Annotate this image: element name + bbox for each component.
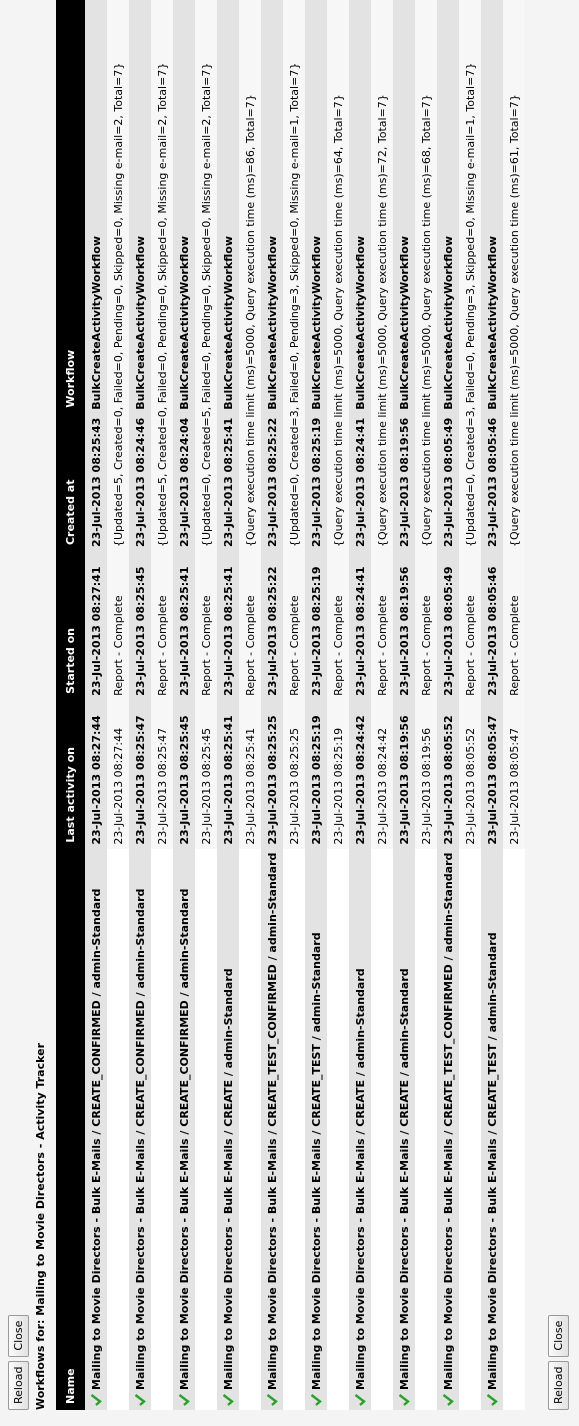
- report-status-cell: Report - Complete: [239, 551, 261, 700]
- report-status-cell: Report - Complete: [151, 551, 173, 700]
- last-activity-cell: 23-Jul-2013 08:25:19: [305, 700, 327, 849]
- table-row[interactable]: [481, 0, 503, 1410]
- subrow-spacer: [195, 849, 217, 1410]
- workflow-type-cell: BulkCreateActivityWorkflow: [437, 0, 459, 414]
- table-header: [56, 0, 85, 1410]
- last-activity-cell: 23-Jul-2013 08:25:25: [261, 700, 283, 849]
- workflow-type-cell: BulkCreateActivityWorkflow: [261, 0, 283, 414]
- report-detail-cell: {Query execution time limit (ms)=5000, Query execution time (ms)=68, Total=7}: [415, 0, 437, 551]
- last-activity-cell: 23-Jul-2013 08:05:47: [481, 700, 503, 849]
- started-on-cell: 23-Jul-2013 08:27:41: [85, 551, 107, 700]
- status-check-icon: [486, 1394, 498, 1406]
- workflow-name-cell: [217, 849, 239, 1410]
- subrow-spacer: [283, 849, 305, 1410]
- created-at-cell: 23-Jul-2013 08:19:56: [393, 414, 415, 551]
- table-subrow: [503, 0, 525, 1410]
- report-time-cell: 23-Jul-2013 08:25:25: [283, 700, 305, 849]
- workflow-name: Mailing to Movie Directors - Bulk E-Mails / CREATE_TEST_CONFIRMED / admin-Standard: [265, 852, 279, 1390]
- workflow-name-cell: [173, 849, 195, 1410]
- report-detail-cell: {Query execution time limit (ms)=5000, Query execution time (ms)=61, Total=7}: [503, 0, 525, 551]
- reload-button[interactable]: Reload: [8, 1361, 29, 1410]
- report-status-cell: Report - Complete: [371, 551, 393, 700]
- subrow-spacer: [327, 849, 349, 1410]
- status-check-icon: [442, 1394, 454, 1406]
- table-row[interactable]: [217, 0, 239, 1410]
- column-header-created[interactable]: Created at: [56, 414, 85, 551]
- report-time-cell: 23-Jul-2013 08:25:19: [327, 700, 349, 849]
- table-subrow: [327, 0, 349, 1410]
- table-row[interactable]: [173, 0, 195, 1410]
- subrow-spacer: [239, 849, 261, 1410]
- workflow-name: Mailing to Movie Directors - Bulk E-Mails / CREATE_TEST / admin-Standard: [485, 932, 499, 1390]
- status-check-icon: [398, 1394, 410, 1406]
- report-status-cell: Report - Complete: [503, 551, 525, 700]
- workflow-type-cell: BulkCreateActivityWorkflow: [305, 0, 327, 414]
- column-header-workflow[interactable]: Workflow: [56, 0, 85, 414]
- workflow-name-cell: [393, 849, 415, 1410]
- workflow-name: Mailing to Movie Directors - Bulk E-Mails / CREATE_TEST_CONFIRMED / admin-Standard: [441, 852, 455, 1390]
- top-button-bar: [8, 1315, 29, 1410]
- status-check-icon: [178, 1394, 190, 1406]
- workflow-name: Mailing to Movie Directors - Bulk E-Mails / CREATE_TEST / admin-Standard: [309, 932, 323, 1390]
- table-row[interactable]: [85, 0, 107, 1410]
- started-on-cell: 23-Jul-2013 08:05:46: [481, 551, 503, 700]
- created-at-cell: 23-Jul-2013 08:24:04: [173, 414, 195, 551]
- workflow-name: Mailing to Movie Directors - Bulk E-Mails / CREATE_CONFIRMED / admin-Standard: [177, 888, 191, 1390]
- report-status-cell: Report - Complete: [283, 551, 305, 700]
- workflow-type-cell: BulkCreateActivityWorkflow: [349, 0, 371, 414]
- started-on-cell: 23-Jul-2013 08:19:56: [393, 551, 415, 700]
- workflow-type-cell: BulkCreateActivityWorkflow: [85, 0, 107, 414]
- page-title: Workflows for: Mailing to Movie Directors - Activity Tracker: [34, 1042, 47, 1410]
- table-row[interactable]: [305, 0, 327, 1410]
- created-at-cell: 23-Jul-2013 08:05:49: [437, 414, 459, 551]
- table-row[interactable]: [129, 0, 151, 1410]
- report-detail-cell: {Query execution time limit (ms)=5000, Query execution time (ms)=64, Total=7}: [327, 0, 349, 551]
- created-at-cell: 23-Jul-2013 08:05:46: [481, 414, 503, 551]
- table-subrow: [415, 0, 437, 1410]
- workflow-name-cell: [437, 849, 459, 1410]
- subrow-spacer: [503, 849, 525, 1410]
- bottom-button-bar: [548, 1315, 569, 1410]
- workflow-name-cell: [481, 849, 503, 1410]
- close-button[interactable]: Close: [8, 1315, 29, 1357]
- workflow-type-cell: BulkCreateActivityWorkflow: [217, 0, 239, 414]
- created-at-cell: 23-Jul-2013 08:25:41: [217, 414, 239, 551]
- status-check-icon: [90, 1394, 102, 1406]
- reload-button-bottom[interactable]: Reload: [548, 1361, 569, 1410]
- started-on-cell: 23-Jul-2013 08:24:41: [349, 551, 371, 700]
- table-subrow: [107, 0, 129, 1410]
- report-detail-cell: {Query execution time limit (ms)=5000, Query execution time (ms)=72, Total=7}: [371, 0, 393, 551]
- table-subrow: [371, 0, 393, 1410]
- workflow-name: Mailing to Movie Directors - Bulk E-Mails / CREATE / admin-Standard: [397, 968, 411, 1390]
- report-detail-cell: {Updated=0, Created=3, Failed=0, Pending=3, Skipped=0, Missing e-mail=1, Total=7}: [283, 0, 305, 551]
- report-time-cell: 23-Jul-2013 08:05:52: [459, 700, 481, 849]
- status-check-icon: [222, 1394, 234, 1406]
- table-subrow: [151, 0, 173, 1410]
- report-time-cell: 23-Jul-2013 08:19:56: [415, 700, 437, 849]
- last-activity-cell: 23-Jul-2013 08:05:52: [437, 700, 459, 849]
- table-subrow: [283, 0, 305, 1410]
- report-status-cell: Report - Complete: [107, 551, 129, 700]
- table-row[interactable]: [349, 0, 371, 1410]
- started-on-cell: 23-Jul-2013 08:25:19: [305, 551, 327, 700]
- report-status-cell: Report - Complete: [415, 551, 437, 700]
- workflow-name: Mailing to Movie Directors - Bulk E-Mails / CREATE_CONFIRMED / admin-Standard: [133, 888, 147, 1390]
- workflow-name-cell: [349, 849, 371, 1410]
- column-header-name[interactable]: Name: [56, 849, 85, 1410]
- status-check-icon: [354, 1394, 366, 1406]
- created-at-cell: 23-Jul-2013 08:25:43: [85, 414, 107, 551]
- report-detail-cell: {Updated=0, Created=3, Failed=0, Pending=3, Skipped=0, Missing e-mail=1, Total=7}: [459, 0, 481, 551]
- workflow-name: Mailing to Movie Directors - Bulk E-Mails / CREATE_CONFIRMED / admin-Standard: [89, 888, 103, 1390]
- workflow-type-cell: BulkCreateActivityWorkflow: [481, 0, 503, 414]
- report-time-cell: 23-Jul-2013 08:25:47: [151, 700, 173, 849]
- table-subrow: [459, 0, 481, 1410]
- workflow-type-cell: BulkCreateActivityWorkflow: [173, 0, 195, 414]
- status-check-icon: [266, 1394, 278, 1406]
- report-time-cell: 23-Jul-2013 08:27:44: [107, 700, 129, 849]
- report-detail-cell: {Updated=0, Created=5, Failed=0, Pending=0, Skipped=0, Missing e-mail=2, Total=7}: [195, 0, 217, 551]
- report-time-cell: 23-Jul-2013 08:25:41: [239, 700, 261, 849]
- started-on-cell: 23-Jul-2013 08:25:41: [173, 551, 195, 700]
- table-row[interactable]: [437, 0, 459, 1410]
- subrow-spacer: [415, 849, 437, 1410]
- report-detail-cell: {Updated=5, Created=0, Failed=0, Pending=0, Skipped=0, Missing e-mail=2, Total=7}: [107, 0, 129, 551]
- workflow-name-cell: [129, 849, 151, 1410]
- report-status-cell: Report - Complete: [459, 551, 481, 700]
- created-at-cell: 23-Jul-2013 08:25:19: [305, 414, 327, 551]
- workflow-name: Mailing to Movie Directors - Bulk E-Mails / CREATE / admin-Standard: [353, 968, 367, 1390]
- report-time-cell: 23-Jul-2013 08:24:42: [371, 700, 393, 849]
- workflow-name-cell: [85, 849, 107, 1410]
- report-detail-cell: {Query execution time limit (ms)=5000, Query execution time (ms)=86, Total=7}: [239, 0, 261, 551]
- last-activity-cell: 23-Jul-2013 08:27:44: [85, 700, 107, 849]
- subrow-spacer: [107, 849, 129, 1410]
- workflow-name-cell: [261, 849, 283, 1410]
- workflow-type-cell: BulkCreateActivityWorkflow: [129, 0, 151, 414]
- subrow-spacer: [371, 849, 393, 1410]
- last-activity-cell: 23-Jul-2013 08:25:45: [173, 700, 195, 849]
- started-on-cell: 23-Jul-2013 08:05:49: [437, 551, 459, 700]
- close-button-bottom[interactable]: Close: [548, 1315, 569, 1357]
- created-at-cell: 23-Jul-2013 08:24:41: [349, 414, 371, 551]
- status-check-icon: [134, 1394, 146, 1406]
- status-check-icon: [310, 1394, 322, 1406]
- last-activity-cell: 23-Jul-2013 08:25:41: [217, 700, 239, 849]
- report-status-cell: Report - Complete: [195, 551, 217, 700]
- column-header-last-activity[interactable]: Last activity on: [56, 700, 85, 849]
- workflow-name-cell: [305, 849, 327, 1410]
- column-header-started[interactable]: Started on: [56, 551, 85, 700]
- last-activity-cell: 23-Jul-2013 08:24:42: [349, 700, 371, 849]
- workflow-table: [56, 0, 525, 1410]
- table-row[interactable]: [261, 0, 283, 1410]
- workflow-name: Mailing to Movie Directors - Bulk E-Mails / CREATE / admin-Standard: [221, 968, 235, 1390]
- report-detail-cell: {Updated=5, Created=0, Failed=0, Pending=0, Skipped=0, Missing e-mail=2, Total=7}: [151, 0, 173, 551]
- started-on-cell: 23-Jul-2013 08:25:45: [129, 551, 151, 700]
- report-time-cell: 23-Jul-2013 08:25:45: [195, 700, 217, 849]
- started-on-cell: 23-Jul-2013 08:25:41: [217, 551, 239, 700]
- created-at-cell: 23-Jul-2013 08:25:22: [261, 414, 283, 551]
- created-at-cell: 23-Jul-2013 08:24:46: [129, 414, 151, 551]
- report-time-cell: 23-Jul-2013 08:05:47: [503, 700, 525, 849]
- started-on-cell: 23-Jul-2013 08:25:22: [261, 551, 283, 700]
- report-status-cell: Report - Complete: [327, 551, 349, 700]
- workflow-type-cell: BulkCreateActivityWorkflow: [393, 0, 415, 414]
- table-row[interactable]: [393, 0, 415, 1410]
- subrow-spacer: [151, 849, 173, 1410]
- last-activity-cell: 23-Jul-2013 08:25:47: [129, 700, 151, 849]
- last-activity-cell: 23-Jul-2013 08:19:56: [393, 700, 415, 849]
- table-subrow: [239, 0, 261, 1410]
- subrow-spacer: [459, 849, 481, 1410]
- table-subrow: [195, 0, 217, 1410]
